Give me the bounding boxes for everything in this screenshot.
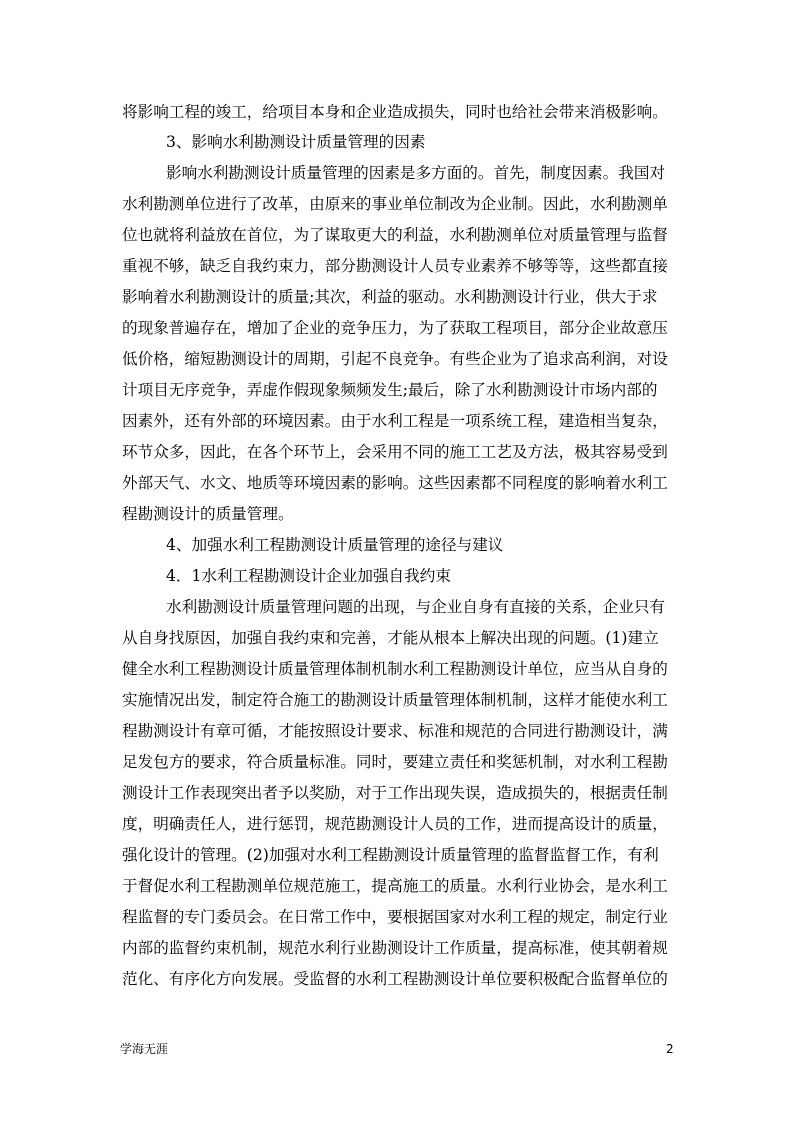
text-line: 健全水利工程勘测设计质量管理体制机制水利工程勘测设计单位，应当从自身的 <box>122 660 668 678</box>
text-line: 位也就将利益放在首位，为了谋取更大的利益，水利勘测单位对质量管理与监督 <box>122 226 668 244</box>
text-line: 内部的监督约束机制，规范水利行业勘测设计工作质量，提高标准，使其朝着规 <box>122 939 668 957</box>
text-line: 将影响工程的竣工，给项目本身和企业造成损失，同时也给社会带来消极影响。 <box>122 103 668 121</box>
text-line: 从自身找原因，加强自我约束和完善，才能从根本上解决出现的问题。(1)建立 <box>122 629 659 647</box>
text-line: 水利勘测单位进行了改革，由原来的事业单位制改为企业制。因此，水利勘测单 <box>122 195 668 213</box>
page-number: 2 <box>666 1042 674 1056</box>
text-line: 程勘测设计的质量管理。 <box>122 505 294 523</box>
text-line: 重视不够，缺乏自我约束力，部分勘测设计人员专业素养不够等等，这些都直接 <box>122 257 668 275</box>
footer-left-text: 学海无涯 <box>120 1042 169 1056</box>
text-line: 的现象普遍存在，增加了企业的竞争压力，为了获取工程项目，部分企业故意压 <box>122 319 668 337</box>
text-line: 低价格，缩短勘测设计的周期，引起不良竞争。有些企业为了追求高利润，对设 <box>122 350 668 368</box>
text-line: 于督促水利工程勘测单位规范施工，提高施工的质量。水利行业协会，是水利工 <box>122 877 668 895</box>
section-heading: 4、加强水利工程勘测设计质量管理的途径与建议 <box>166 536 504 554</box>
text-line: 度，明确责任人，进行惩罚，规范勘测设计人员的工作，进而提高设计的质量， <box>122 815 668 833</box>
text-line: 影响着水利勘测设计的质量;其次，利益的驱动。水利勘测设计行业，供大于求 <box>122 288 658 306</box>
section-heading: 3、影响水利勘测设计质量管理的因素 <box>166 133 426 151</box>
text-line: 范化、有序化方向发展。受监督的水利工程勘测设计单位要积极配合监督单位的 <box>122 970 668 988</box>
text-line: 因素外，还有外部的环境因素。由于水利工程是一项系统工程，建造相当复杂， <box>122 412 668 430</box>
text-line: 外部天气、水文、地质等环境因素的影响。这些因素都不同程度的影响着水利工 <box>122 474 668 492</box>
subsection-heading: 4．1水利工程勘测设计企业加强自我约束 <box>166 567 451 585</box>
text-line: 足发包方的要求，符合质量标准。同时，要建立责任和奖惩机制，对水利工程勘 <box>122 753 668 771</box>
text-line: 实施情况出发，制定符合施工的勘测设计质量管理体制机制，这样才能使水利工 <box>122 691 668 709</box>
text-line: 程监督的专门委员会。在日常工作中，要根据国家对水利工程的规定，制定行业 <box>122 908 668 926</box>
text-line: 计项目无序竞争，弄虚作假现象频频发生;最后，除了水利勘测设计市场内部的 <box>122 381 658 399</box>
text-line: 强化设计的管理。(2)加强对水利工程勘测设计质量管理的监督监督工作，有利 <box>122 846 659 864</box>
text-line: 影响水利勘测设计质量管理的因素是多方面的。首先，制度因素。我国对 <box>166 164 666 182</box>
text-line: 水利勘测设计质量管理问题的出现，与企业自身有直接的关系，企业只有 <box>166 598 666 616</box>
text-line: 测设计工作表现突出者予以奖励，对于工作出现失误，造成损失的，根据责任制 <box>122 784 668 802</box>
text-line: 环节众多，因此，在各个环节上，会采用不同的施工工艺及方法，极其容易受到 <box>122 443 668 461</box>
text-line: 程勘测设计有章可循，才能按照设计要求、标准和规范的合同进行勘测设计，满 <box>122 722 668 740</box>
